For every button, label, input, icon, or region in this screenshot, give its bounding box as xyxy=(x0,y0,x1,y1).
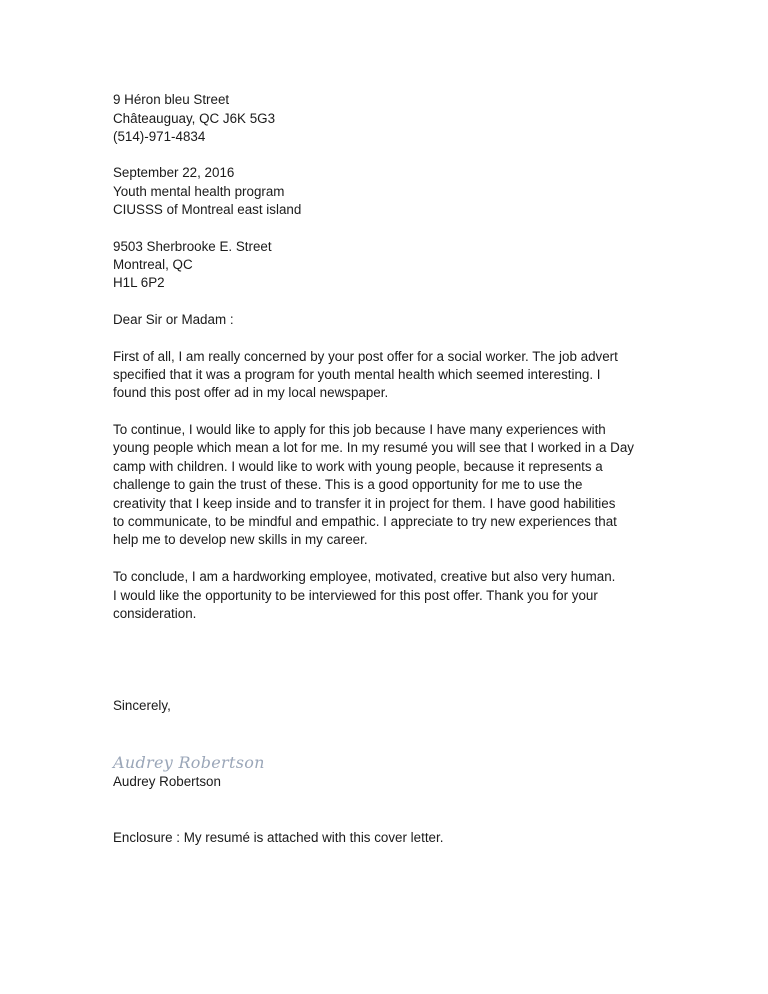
paragraph-line: consideration. xyxy=(113,606,197,621)
recipient-org: CIUSSS of Montreal east island xyxy=(113,202,302,217)
enclosure-note: Enclosure : My resumé is attached with this cover letter. xyxy=(113,830,444,845)
sender-phone: (514)-971-4834 xyxy=(113,129,206,144)
paragraph-line: To conclude, I am a hardworking employee, motivated, creative but also very human. xyxy=(113,569,616,584)
sender-street: 9 Héron bleu Street xyxy=(113,92,230,107)
paragraph-line: young people which mean a lot for me. In my resumé you will see that I worked in a Day xyxy=(113,440,634,455)
signature-name: Audrey Robertson xyxy=(113,774,221,789)
recipient-program: Youth mental health program xyxy=(113,184,285,199)
paragraph-line: to communicate, to be mindful and empathic. I appreciate to try new experiences that xyxy=(113,514,617,529)
paragraph-line: found this post offer ad in my local newspaper. xyxy=(113,385,389,400)
salutation: Dear Sir or Madam : xyxy=(113,312,234,327)
paragraph-line: help me to develop new skills in my career. xyxy=(113,532,368,547)
paragraph-line: creativity that I keep inside and to transfer it in project for them. I have good habilities xyxy=(113,496,616,511)
closing: Sincerely, xyxy=(113,698,171,713)
recipient-city: Montreal, QC xyxy=(113,257,193,272)
recipient-postal: H1L 6P2 xyxy=(113,275,165,290)
paragraph-line: specified that it was a program for youth mental health which seemed interesting. I xyxy=(113,367,601,382)
paragraph-line: To continue, I would like to apply for this job because I have many experiences with xyxy=(113,422,606,437)
letter-date: September 22, 2016 xyxy=(113,165,235,180)
paragraph-line: I would like the opportunity to be interviewed for this post offer. Thank you for your xyxy=(113,588,598,603)
paragraph-line: camp with children. I would like to work with young people, because it represents a xyxy=(113,459,603,474)
sender-city: Châteauguay, QC J6K 5G3 xyxy=(113,111,276,126)
recipient-street: 9503 Sherbrooke E. Street xyxy=(113,239,272,254)
paragraph-line: challenge to gain the trust of these. This is a good opportunity for me to use the xyxy=(113,477,583,492)
paragraph-line: First of all, I am really concerned by your post offer for a social worker. The job advert xyxy=(113,349,618,364)
signature-script: Audrey Robertson xyxy=(113,753,265,772)
